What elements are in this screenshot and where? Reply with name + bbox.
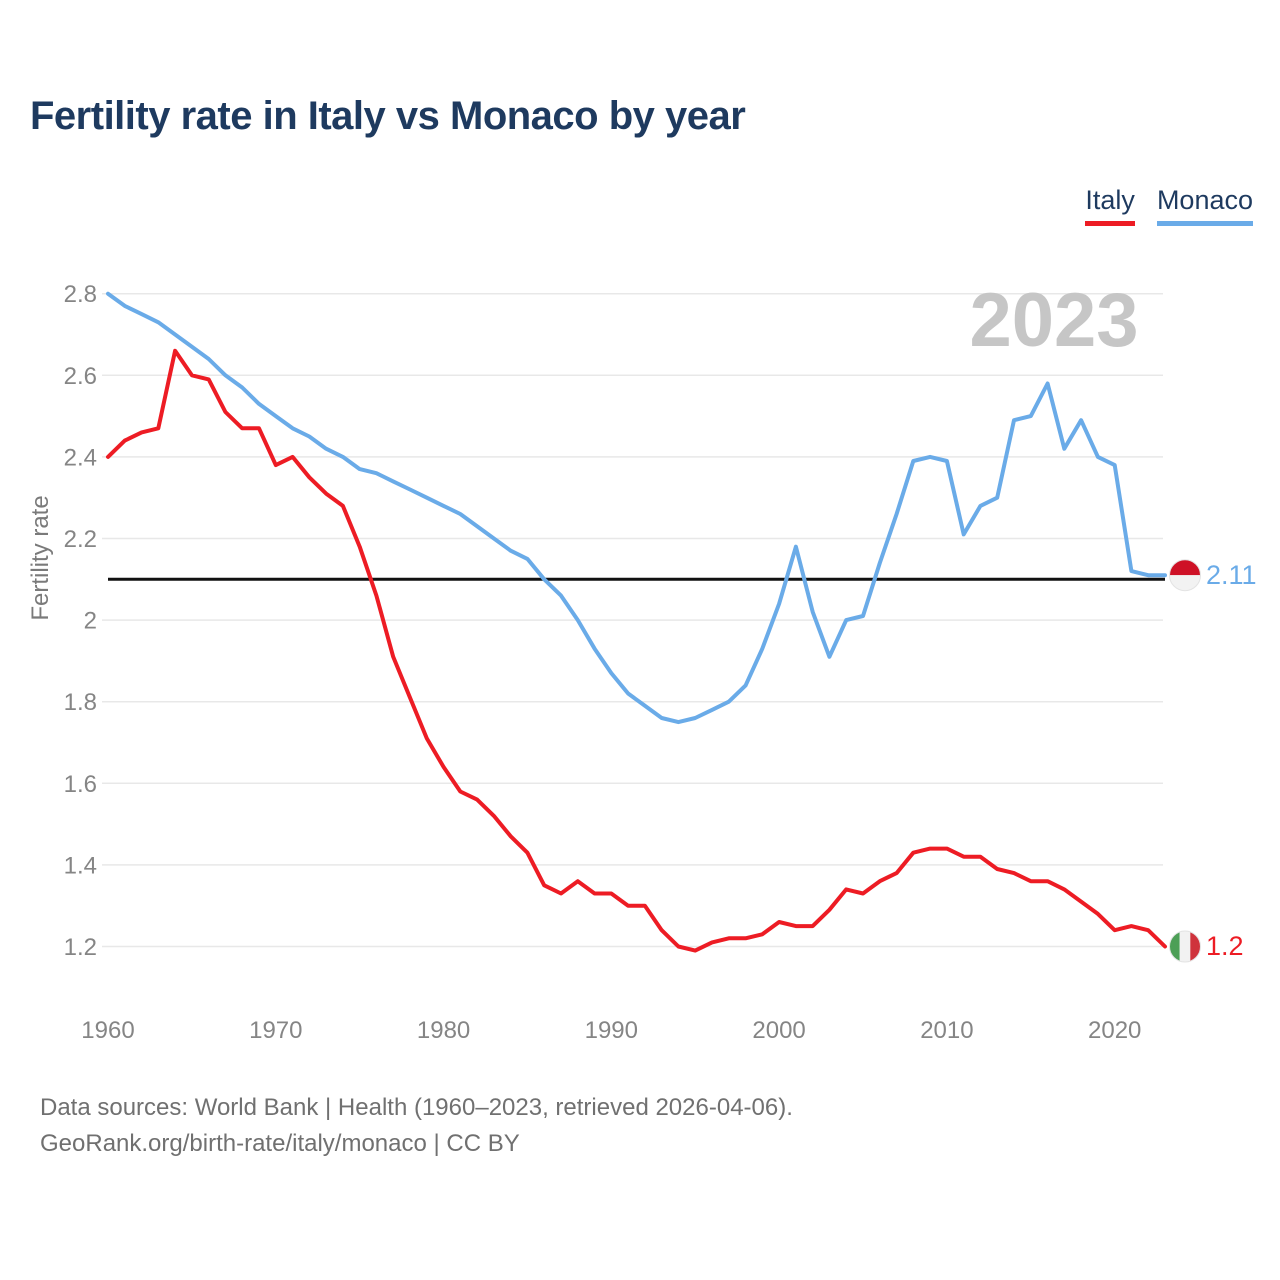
legend-item-monaco[interactable]: Monaco: [1157, 186, 1253, 226]
x-tick-label: 2020: [1088, 1017, 1142, 1044]
x-tick-label: 1980: [416, 1017, 471, 1044]
gridlines: [102, 294, 1163, 947]
source-line-1: Data sources: World Bank | Health (1960–2023, retrieved 2026-04-06).: [40, 1094, 793, 1121]
source-line-2: GeoRank.org/birth-rate/italy/monaco | CC BY: [40, 1130, 520, 1157]
monaco-flag-icon: [1169, 559, 1201, 591]
italy-end-value: 1.2: [1206, 931, 1244, 961]
series-line-italy: [108, 351, 1165, 951]
y-tick-label: 1.4: [63, 852, 97, 880]
series-lines: [108, 294, 1165, 951]
x-tick-label: 2010: [920, 1017, 974, 1044]
data-source-note: [40, 1090, 793, 1162]
y-axis-title: Fertility rate: [27, 495, 54, 621]
page-title: Fertility rate in Italy vs Monaco by year: [30, 94, 746, 138]
x-tick-label: 1970: [249, 1017, 303, 1044]
x-tick-label: 1960: [81, 1017, 135, 1044]
y-tick-label: 2.4: [63, 444, 97, 472]
y-tick-label: 1.8: [63, 689, 97, 717]
y-tick-label: 1.6: [63, 770, 97, 798]
italy-flag-icon: [1169, 931, 1201, 963]
x-tick-label: 2000: [752, 1017, 806, 1044]
x-tick-label: 1990: [584, 1017, 638, 1044]
watermark-year: 2023: [969, 278, 1139, 363]
y-tick-label: 2.8: [63, 281, 97, 309]
y-tick-label: 2: [83, 607, 97, 635]
legend-item-italy[interactable]: Italy: [1085, 186, 1135, 226]
y-tick-label: 2.2: [63, 526, 97, 553]
monaco-end-value: 2.11: [1206, 560, 1257, 590]
y-tick-label: 2.6: [63, 362, 97, 390]
y-tick-label: 1.2: [63, 934, 97, 961]
